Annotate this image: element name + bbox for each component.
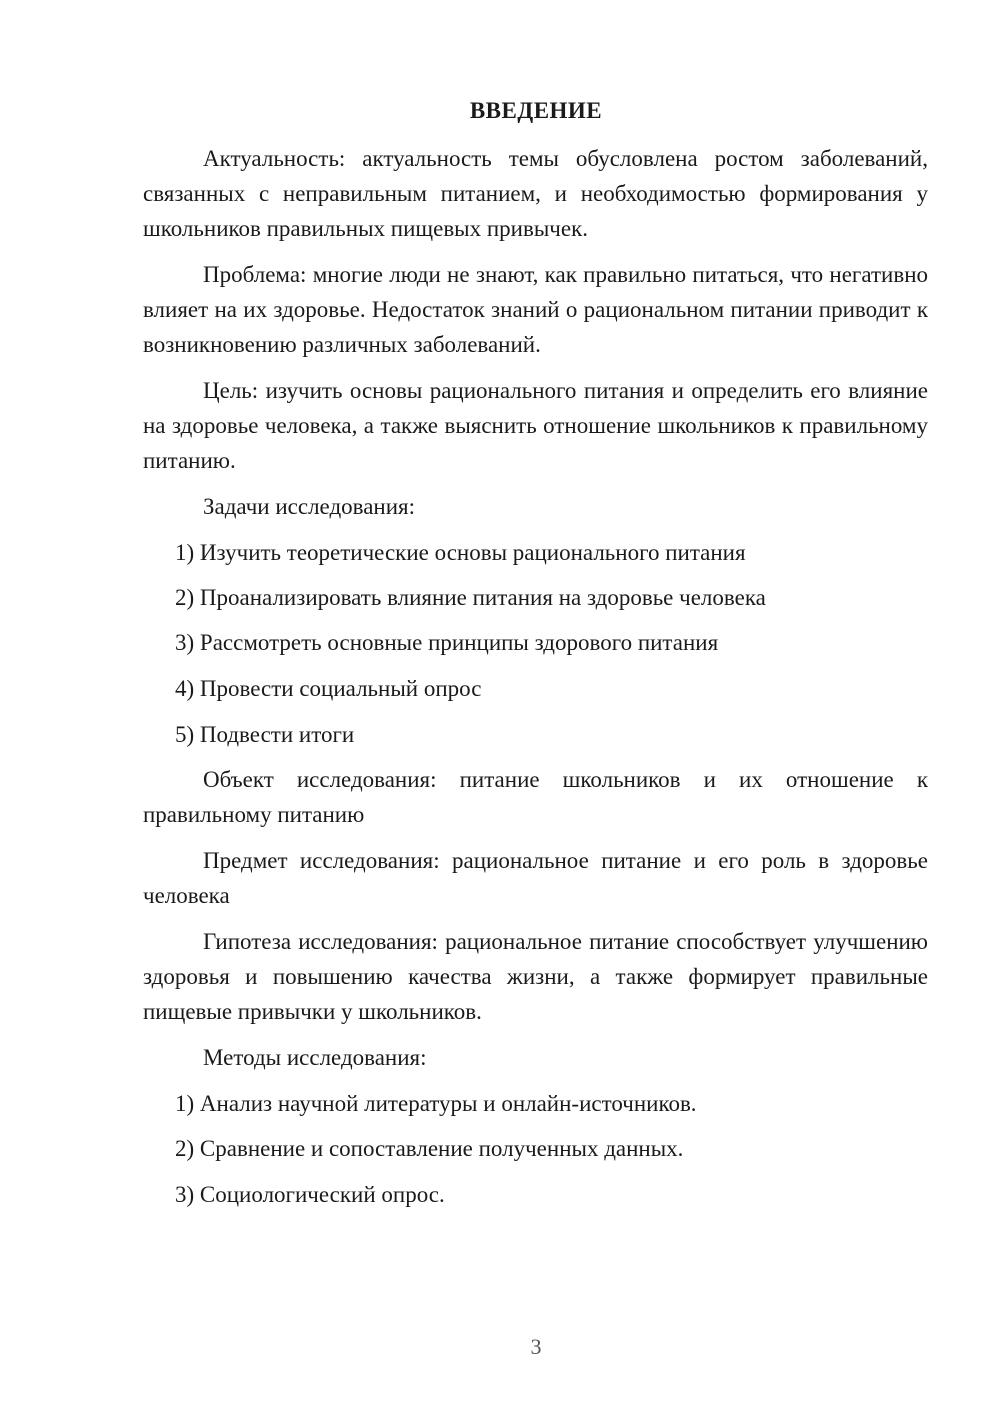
relevance-paragraph: Актуальность: актуальность темы обусловлена ростом заболеваний, связанных с неправильным питанием, и необходимостью формирования у школьников правильных пищевых привычек. [143,146,928,241]
problem-paragraph: Проблема: многие люди не знают, как правильно питаться, что негативно влияет на их здоровье. Недостаток знаний о рациональном питании приводит к возникновению различных заболеваний. [143,262,928,357]
page-number: 3 [530,1334,542,1359]
object-paragraph: Объект исследования: питание школьников и их отношение к правильному питанию [143,767,928,827]
method-item: 2) Сравнение и сопоставление полученных данных. [175,1136,684,1161]
task-item: 3) Рассмотреть основные принципы здорового питания [175,630,719,655]
method-item: 3) Социологический опрос. [175,1182,445,1207]
subject-paragraph: Предмет исследования: рациональное питание и его роль в здоровье человека [143,848,928,908]
method-item: 1) Анализ научной литературы и онлайн-источников. [175,1091,697,1116]
task-item: 5) Подвести итоги [175,722,355,747]
task-item: 1) Изучить теоретические основы рационального питания [175,540,746,565]
task-item: 4) Провести социальный опрос [175,676,482,701]
goal-paragraph: Цель: изучить основы рационального питания и определить его влияние на здоровье человека, а также выяснить отношение школьников к правильному питанию. [143,378,928,473]
hypothesis-paragraph: Гипотеза исследования: рациональное питание способствует улучшению здоровья и повышению качества жизни, а также формирует правильные пищевые привычки у школьников. [143,929,928,1024]
tasks-label: Задачи исследования: [203,494,416,519]
page-title: ВВЕДЕНИЕ [469,98,603,123]
methods-label: Методы исследования: [203,1045,427,1070]
task-item: 2) Проанализировать влияние питания на здоровье человека [175,585,766,610]
